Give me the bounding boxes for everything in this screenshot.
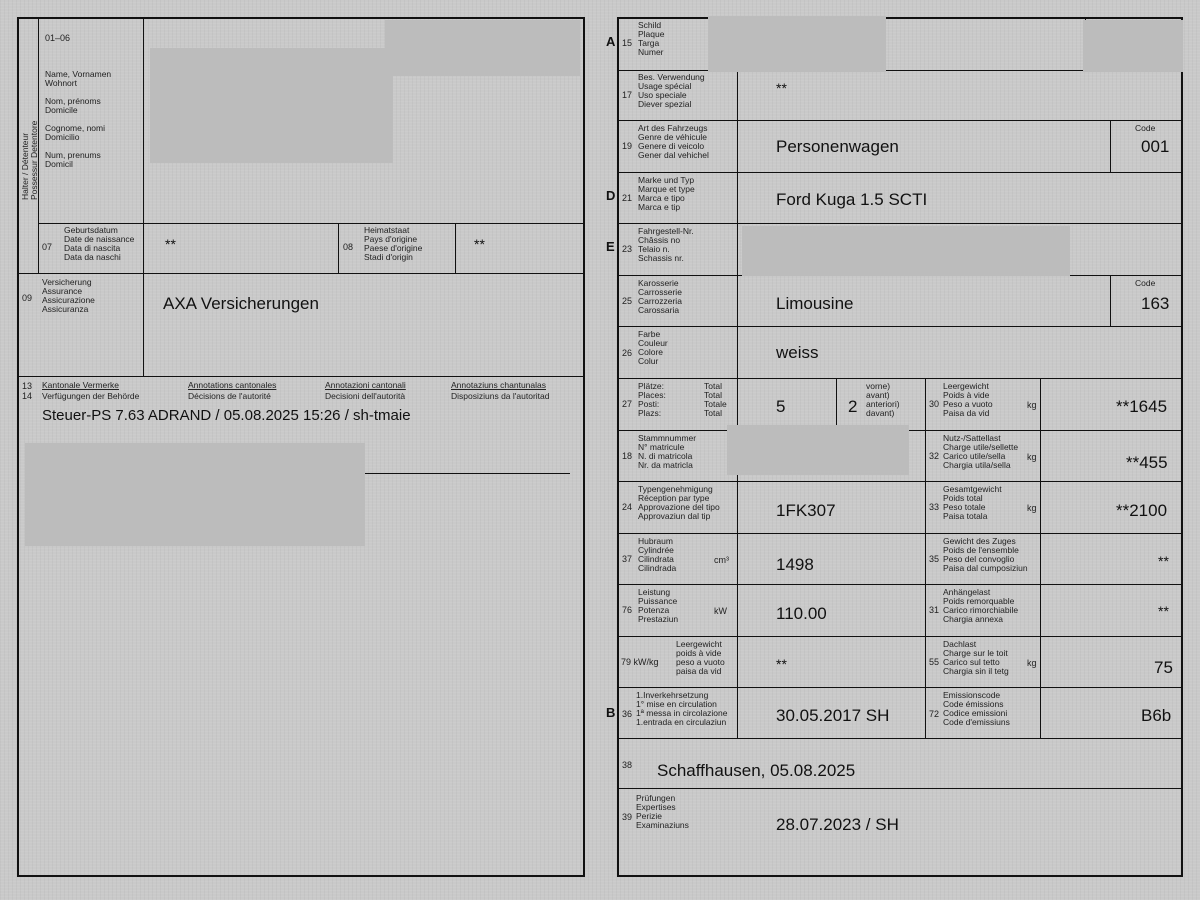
r72-labels: Emissionscode Code émissions Codice emissioni Code d'emissiuns: [943, 690, 1010, 727]
r30-unit: kg: [1027, 400, 1037, 410]
r17-value: **: [776, 80, 787, 96]
r79-num: 79 kW/kg: [621, 657, 659, 667]
r27-num: 27: [622, 399, 633, 409]
row-13-de1: Kantonale Vermerke: [42, 380, 120, 390]
body-code: 163: [1141, 294, 1170, 313]
r35-num: 35: [929, 554, 940, 564]
row-01-06-labels: Name, Vornamen Wohnort Nom, prénoms Domicile Cognome, nomi Domicilio Num, prenums Domicil: [45, 69, 112, 169]
insurance-value: AXA Versicherungen: [163, 294, 319, 313]
emission-code-value: B6b: [1141, 706, 1172, 725]
r21-labels: Marke und Typ Marque et type Marca e tipo Marca e tip: [638, 175, 695, 212]
r76-labels: Leistung Puissance Potenza Prestaziun: [638, 587, 679, 624]
roof-load-value: 75: [1154, 658, 1173, 677]
r18-labels: Stammnummer N° matricule N. di matricola Nr. da matricla: [638, 433, 697, 470]
r33-num: 33: [929, 502, 940, 512]
r26-num: 26: [622, 348, 633, 358]
redacted-plate-extra: [1083, 20, 1183, 72]
r39-labels: Prüfungen Expertises Perizie Examinaziuns: [636, 793, 689, 830]
row-13-fr1: Annotations cantonales: [188, 380, 277, 390]
row-07-num: 07: [42, 242, 53, 252]
vehicle-type-code: 001: [1141, 137, 1170, 156]
r72-num: 72: [929, 709, 940, 719]
r23-labels: Fahrgestell-Nr. Châssis no Telaio n. Schassis nr.: [638, 226, 694, 263]
power-value: 110.00: [776, 604, 827, 623]
color-value: weiss: [776, 343, 819, 362]
r39-num: 39: [622, 812, 633, 822]
redacted-chassis: [742, 226, 1070, 276]
r27-front-labels: vorne) avant) anteriori) davant): [866, 381, 900, 418]
r15-num: 15: [622, 38, 633, 48]
r24-num: 24: [622, 502, 633, 512]
redacted-holder-extra: [385, 20, 580, 76]
r15-labels: Schild Plaque Targa Numer: [638, 20, 665, 57]
r19-code-label: Code: [1135, 123, 1156, 133]
r24-labels: Typengenehmigung Réception par type Approvazione del tipo Approvaziun dal tip: [638, 484, 720, 521]
r36-labels: 1.Inverkehrsetzung 1° mise en circulation 1ª messa in circolazione 1.entrada en circulaziun: [636, 690, 728, 727]
total-weight-value: **2100: [1116, 501, 1168, 520]
r30-num: 30: [929, 399, 940, 409]
r30-labels: Leergewicht Poids à vide Peso a vuoto Paisa da vid: [943, 381, 993, 418]
r27-labels: Plätze: Places: Posti: Plazs:: [638, 381, 666, 418]
r37-labels: Hubraum Cylindrée Cilindrata Cilindrada: [638, 536, 677, 573]
r36-num: 36: [622, 709, 633, 719]
holder-side-label: Halter / Détenteur Possessur Detentore: [20, 120, 39, 200]
row-13-rm2: Disposiziuns da l'autoritad: [451, 391, 550, 401]
r17-num: 17: [622, 90, 633, 100]
vehicle-type-value: Personenwagen: [776, 137, 899, 156]
r17-labels: Bes. Verwendung Usage spécial Uso speciale Diever spezial: [638, 72, 705, 109]
r37-num: 37: [622, 554, 633, 564]
r32-unit: kg: [1027, 452, 1037, 462]
r27-total-labels: Total Total Totale Total: [704, 381, 727, 418]
r31-labels: Anhängelast Poids remorquable Carico rimorchiabile Chargia annexa: [943, 587, 1019, 624]
row-08-value: **: [474, 236, 485, 252]
r79-labels: Leergewicht poids à vide peso a vuoto paisa da vid: [676, 639, 725, 676]
row-09-labels: Versicherung Assurance Assicurazione Assicuranza: [42, 277, 95, 314]
type-approval-value: 1FK307: [776, 501, 836, 520]
redacted-annotation: [25, 443, 365, 546]
row-13-de2: Verfügungen der Behörde: [42, 391, 140, 401]
r35-labels: Gewicht des Zuges Poids de l'ensemble Peso del convoglio Paisa dal cumposiziun: [943, 536, 1028, 573]
r33-labels: Gesamtgewicht Poids total Peso totale Paisa totala: [943, 484, 1002, 521]
r32-num: 32: [929, 451, 940, 461]
body-value: Limousine: [776, 294, 854, 313]
empty-weight-value: **1645: [1116, 397, 1168, 416]
r55-num: 55: [929, 657, 940, 667]
r33-unit: kg: [1027, 503, 1037, 513]
row-09-num: 09: [22, 293, 33, 303]
redacted-master-number: [727, 425, 909, 475]
redacted-plate: [708, 16, 886, 72]
row-13-it1: Annotazioni cantonali: [325, 380, 406, 390]
r32-labels: Nutz-/Sattellast Charge utile/sellette Carico utile/sella Chargia utila/sella: [943, 433, 1019, 470]
make-model-value: Ford Kuga 1.5 SCTI: [776, 190, 928, 209]
r38-num: 38: [622, 760, 633, 770]
payload-value: **455: [1126, 453, 1168, 472]
r76-num: 76: [622, 605, 633, 615]
seats-front-value: 2: [848, 397, 858, 416]
r37-unit: cm³: [714, 555, 729, 565]
r19-labels: Art des Fahrzeugs Genre de véhicule Genere di veicolo Gener dal vehichel: [638, 123, 709, 160]
row-13-fr2: Décisions de l'autorité: [188, 391, 271, 401]
row-08-num: 08: [343, 242, 354, 252]
r18-num: 18: [622, 451, 633, 461]
r31-num: 31: [929, 605, 940, 615]
annotation-value: Steuer-PS 7.63 ADRAND / 05.08.2025 15:26 / sh-tmaie: [42, 407, 411, 424]
power-weight-value: **: [776, 656, 787, 672]
r21-letter: D: [606, 188, 616, 203]
row-14-num: 14: [22, 391, 33, 401]
row-13-it2: Decisioni dell'autorità: [325, 391, 406, 401]
r19-num: 19: [622, 141, 633, 151]
first-registration-value: 30.05.2017 SH: [776, 706, 890, 725]
place-date-value: Schaffhausen, 05.08.2025: [657, 761, 856, 780]
redacted-holder-name: [150, 48, 393, 163]
row-07-value: **: [165, 236, 176, 252]
r25-code-label: Code: [1135, 278, 1156, 288]
r25-num: 25: [622, 296, 633, 306]
r76-unit: kW: [714, 606, 727, 616]
r15-letter: A: [606, 34, 616, 49]
displacement-value: 1498: [776, 555, 814, 574]
row-08-labels: Heimatstaat Pays d'origine Paese d'origine Stadi d'origin: [364, 225, 423, 262]
r23-num: 23: [622, 244, 633, 254]
r23-letter: E: [606, 239, 615, 254]
r26-labels: Farbe Couleur Colore Colur: [638, 329, 668, 366]
r36-letter: B: [606, 705, 616, 720]
r55-unit: kg: [1027, 658, 1037, 668]
r25-labels: Karosserie Carrosserie Carrozzeria Carossaria: [638, 278, 682, 315]
row-13-rm1: Annotaziuns chantunalas: [451, 380, 546, 390]
inspection-value: 28.07.2023 / SH: [776, 815, 899, 834]
row-13-num: 13: [22, 381, 33, 391]
train-weight-value: **: [1158, 553, 1169, 569]
seats-total-value: 5: [776, 397, 786, 416]
trailer-load-value: **: [1158, 603, 1169, 619]
r55-labels: Dachlast Charge sur le toit Carico sul tetto Chargia sin il tetg: [943, 639, 1009, 676]
row-07-labels: Geburtsdatum Date de naissance Data di nascita Data da naschi: [64, 225, 135, 262]
r21-num: 21: [622, 193, 633, 203]
row-01-06-num: 01–06: [45, 33, 71, 43]
